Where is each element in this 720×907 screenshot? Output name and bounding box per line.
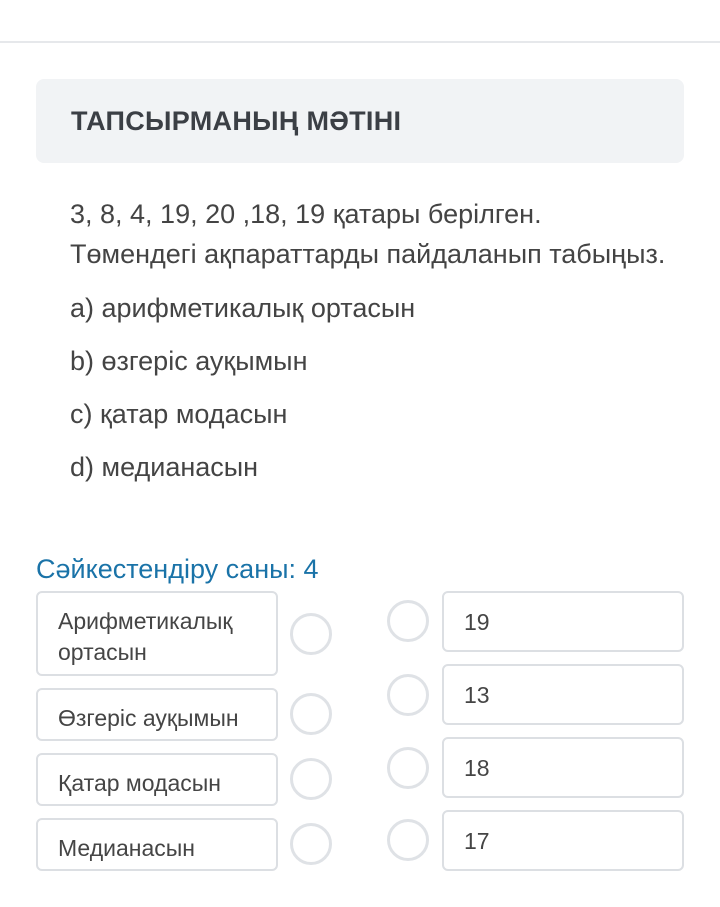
right-radio-2[interactable]	[387, 674, 429, 716]
option-c: c) қатар модасын	[70, 399, 288, 429]
top-divider	[0, 41, 720, 43]
task-header	[36, 79, 684, 163]
right-radio-3[interactable]	[387, 747, 429, 789]
question-stem: 3, 8, 4, 19, 20 ,18, 19 қатары берілген. Төмендегі ақпараттарды пайдаланып табыңыз.	[70, 199, 666, 269]
right-item-value: 18	[464, 755, 490, 781]
task-header-title: ТАПСЫРМАНЫҢ МӘТІНІ	[71, 105, 402, 136]
left-item-label: Арифметикалық ортасын	[58, 608, 233, 665]
right-item-19[interactable]	[442, 591, 684, 652]
right-item-value: 19	[464, 609, 490, 635]
left-item-label: Өзгеріс ауқымын	[58, 705, 239, 731]
right-item-value: 17	[464, 828, 490, 854]
left-radio-2[interactable]	[290, 693, 332, 735]
right-item-value: 13	[464, 682, 490, 708]
left-radio-3[interactable]	[290, 758, 332, 800]
option-a: a) арифметикалық ортасын	[70, 293, 416, 323]
left-item-mode[interactable]	[36, 753, 278, 806]
right-radio-4[interactable]	[387, 819, 429, 861]
left-radio-4[interactable]	[290, 823, 332, 865]
left-item-label: Қатар модасын	[58, 770, 221, 796]
option-b: b) өзгеріс ауқымын	[70, 346, 308, 376]
question-text	[70, 194, 670, 494]
left-item-label: Медианасын	[58, 835, 195, 861]
right-item-13[interactable]	[442, 664, 684, 725]
right-radio-1[interactable]	[387, 600, 429, 642]
right-item-18[interactable]	[442, 737, 684, 798]
right-item-17[interactable]	[442, 810, 684, 871]
left-item-mean[interactable]	[36, 591, 278, 676]
left-item-median[interactable]	[36, 818, 278, 871]
option-d: d) медианасын	[70, 452, 259, 482]
left-item-range[interactable]	[36, 688, 278, 741]
matching-count-label: Сәйкестендіру саны: 4	[36, 554, 319, 584]
left-radio-1[interactable]	[290, 613, 332, 655]
